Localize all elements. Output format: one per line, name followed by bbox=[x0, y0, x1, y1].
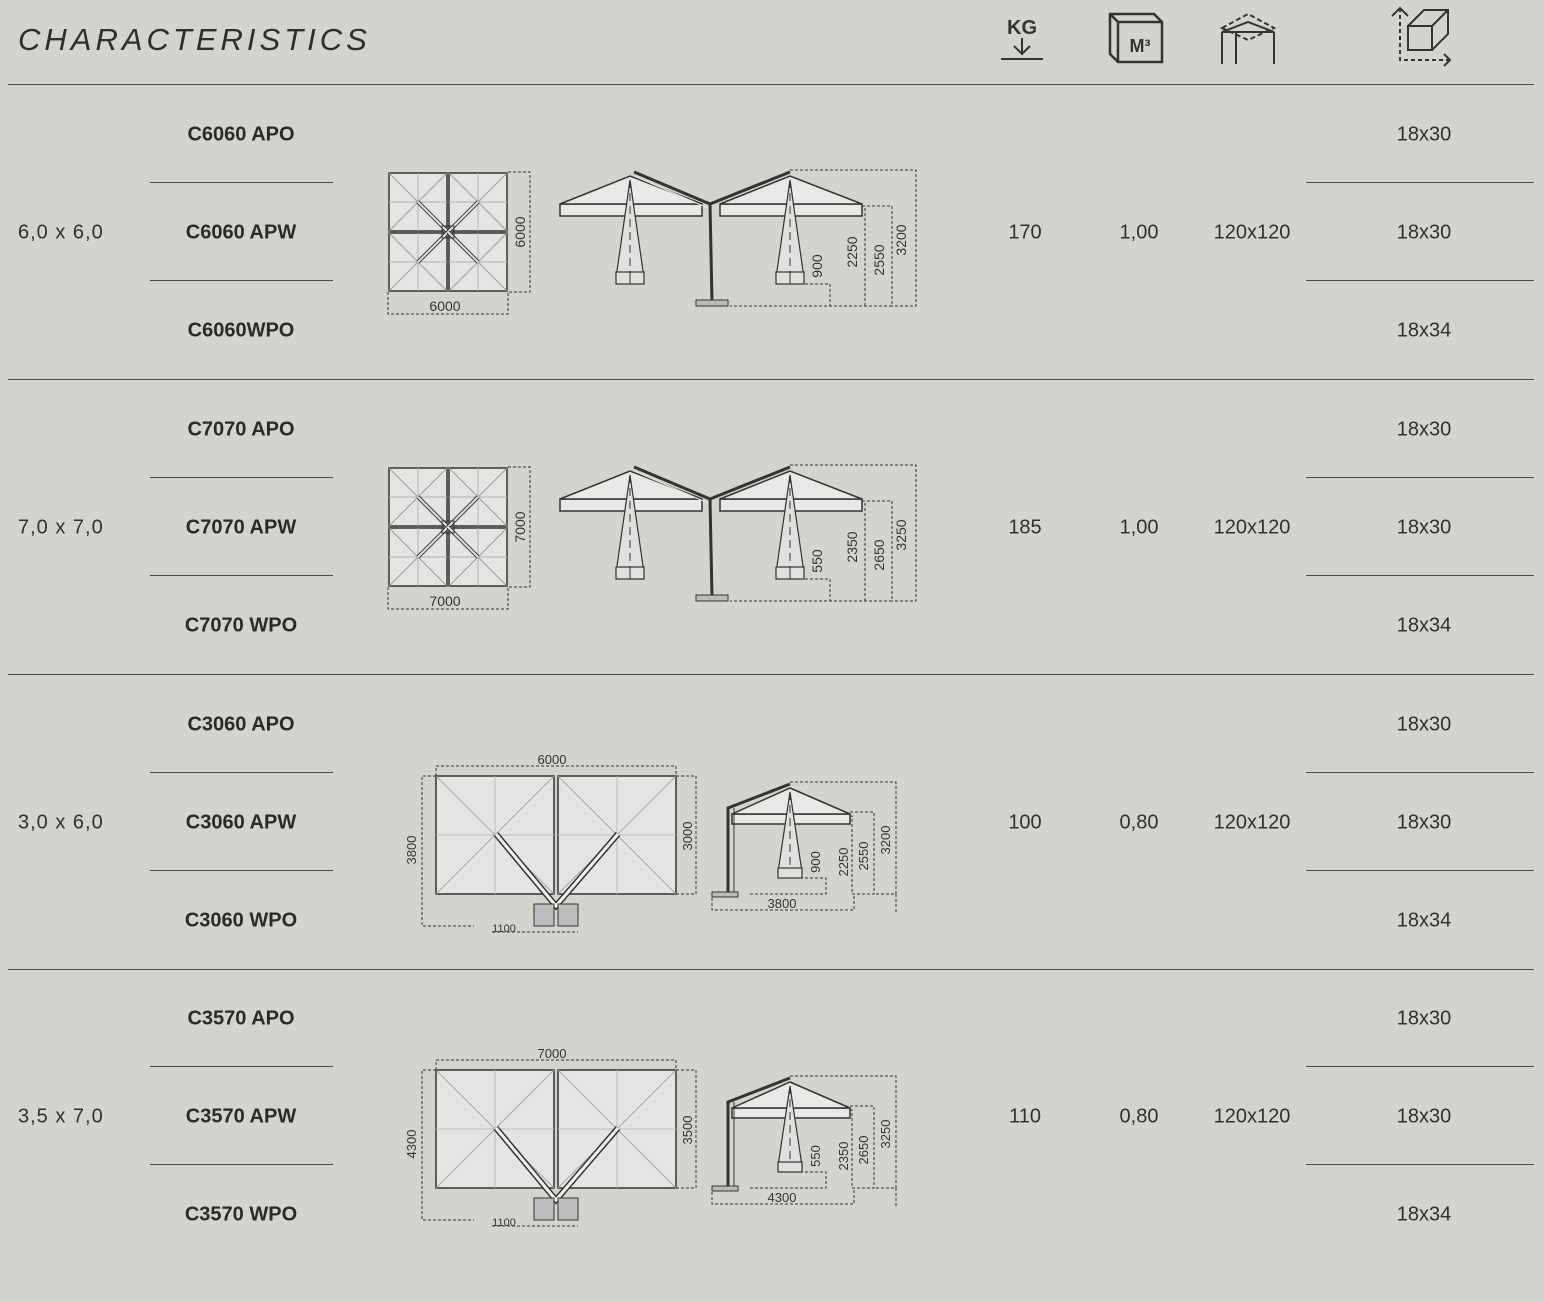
dim-label: 6000 bbox=[537, 752, 567, 767]
model-divider bbox=[150, 870, 333, 871]
model-code: C3570 WPO bbox=[184, 1203, 298, 1226]
umbrella-drawing bbox=[404, 1046, 980, 1302]
dim-label: 6000 bbox=[429, 298, 461, 314]
dim-label: 2350 bbox=[836, 1141, 851, 1171]
folded-size: 18x30 bbox=[1396, 811, 1452, 834]
model-divider bbox=[150, 772, 333, 773]
model-code: C7070 WPO bbox=[184, 614, 298, 637]
dim-label: 1100 bbox=[492, 923, 516, 935]
volume-value: 1,00 bbox=[1119, 221, 1159, 244]
package-dimensions-icon bbox=[1218, 10, 1280, 66]
folded-size: 18x34 bbox=[1396, 1203, 1452, 1226]
folded-divider bbox=[1306, 772, 1534, 773]
page-title: CHARACTERISTICS bbox=[18, 22, 371, 57]
package-value: 120x120 bbox=[1213, 516, 1291, 539]
volume-value: 1,00 bbox=[1119, 516, 1159, 539]
spec-row bbox=[0, 674, 1544, 969]
model-code: C6060 APO bbox=[187, 123, 295, 146]
dim-label: 2350 bbox=[844, 531, 860, 563]
plan-view bbox=[388, 172, 530, 314]
model-divider bbox=[150, 1066, 333, 1067]
folded-dimensions-icon bbox=[1386, 4, 1454, 70]
folded-divider bbox=[1306, 1066, 1534, 1067]
canopy-size: 7,0 x 7,0 bbox=[18, 516, 104, 539]
folded-size: 18x30 bbox=[1396, 123, 1452, 146]
dim-label: 6000 bbox=[512, 216, 528, 248]
dim-label: 2650 bbox=[856, 1135, 871, 1165]
dim-label: 2650 bbox=[871, 539, 887, 571]
folded-divider bbox=[1306, 1164, 1534, 1165]
folded-size: 18x30 bbox=[1396, 1105, 1452, 1128]
spec-row bbox=[0, 84, 1544, 379]
weight-value: 185 bbox=[1008, 516, 1042, 539]
folded-divider bbox=[1306, 182, 1534, 183]
dim-label: 3500 bbox=[680, 1115, 695, 1145]
model-code: C6060 APW bbox=[185, 221, 297, 244]
canopy-size: 6,0 x 6,0 bbox=[18, 221, 104, 244]
model-code: C3570 APW bbox=[185, 1105, 297, 1128]
dim-label: 4300 bbox=[767, 1190, 797, 1205]
dim-label: 3000 bbox=[680, 821, 695, 851]
dim-label: 900 bbox=[809, 254, 825, 278]
dim-label: 2250 bbox=[836, 847, 851, 877]
dim-label: 3250 bbox=[878, 1119, 893, 1149]
plan-view bbox=[404, 1046, 696, 1229]
model-code: C3060 WPO bbox=[184, 909, 298, 932]
folded-size: 18x30 bbox=[1396, 221, 1452, 244]
folded-size: 18x30 bbox=[1396, 1007, 1452, 1030]
dim-label: 2250 bbox=[844, 236, 860, 268]
weight-kg-icon bbox=[998, 12, 1046, 64]
package-value: 120x120 bbox=[1213, 811, 1291, 834]
folded-divider bbox=[1306, 575, 1534, 576]
m3-label: M³ bbox=[1129, 36, 1151, 56]
folded-divider bbox=[1306, 870, 1534, 871]
dim-label: 900 bbox=[808, 851, 823, 873]
package-value: 120x120 bbox=[1213, 221, 1291, 244]
volume-m3-icon bbox=[1106, 10, 1166, 66]
dim-label: 550 bbox=[808, 1145, 823, 1167]
model-divider bbox=[150, 477, 333, 478]
model-divider bbox=[150, 575, 333, 576]
model-code: C7070 APO bbox=[187, 418, 295, 441]
dim-label: 4300 bbox=[404, 1129, 419, 1159]
folded-size: 18x30 bbox=[1396, 418, 1452, 441]
folded-size: 18x34 bbox=[1396, 614, 1452, 637]
weight-value: 170 bbox=[1008, 221, 1042, 244]
model-code: C3060 APW bbox=[185, 811, 297, 834]
canopy-size: 3,5 x 7,0 bbox=[18, 1105, 104, 1128]
plan-view bbox=[388, 467, 530, 609]
folded-size: 18x30 bbox=[1396, 516, 1452, 539]
folded-size: 18x34 bbox=[1396, 909, 1452, 932]
model-code: C3060 APO bbox=[187, 713, 295, 736]
side-view bbox=[560, 465, 916, 601]
dim-label: 3800 bbox=[767, 896, 797, 911]
package-value: 120x120 bbox=[1213, 1105, 1291, 1128]
model-code: C7070 APW bbox=[185, 516, 297, 539]
model-divider bbox=[150, 182, 333, 183]
model-code: C3570 APO bbox=[187, 1007, 295, 1030]
volume-value: 0,80 bbox=[1119, 811, 1159, 834]
weight-value: 110 bbox=[1009, 1105, 1041, 1128]
dim-label: 3250 bbox=[893, 519, 909, 551]
side-view bbox=[712, 1076, 896, 1206]
spec-row bbox=[0, 968, 1544, 1263]
side-view bbox=[712, 782, 896, 912]
dim-label: 1100 bbox=[492, 1217, 516, 1229]
volume-value: 0,80 bbox=[1119, 1105, 1159, 1128]
dim-label: 3800 bbox=[404, 835, 419, 865]
dim-label: 7000 bbox=[429, 593, 461, 609]
dim-label: 550 bbox=[809, 549, 825, 573]
side-view bbox=[560, 170, 916, 306]
kg-label: KG bbox=[1007, 17, 1037, 39]
folded-divider bbox=[1306, 280, 1534, 281]
dim-label: 2550 bbox=[856, 841, 871, 871]
dim-label: 2550 bbox=[871, 244, 887, 276]
model-divider bbox=[150, 1164, 333, 1165]
weight-value: 100 bbox=[1008, 811, 1042, 834]
folded-size: 18x34 bbox=[1396, 319, 1452, 342]
dim-label: 7000 bbox=[537, 1046, 567, 1061]
plan-view bbox=[404, 752, 696, 935]
dim-label: 3200 bbox=[878, 825, 893, 855]
spec-row bbox=[0, 379, 1544, 674]
canopy-size: 3,0 x 6,0 bbox=[18, 811, 104, 834]
dim-label: 7000 bbox=[512, 511, 528, 543]
folded-divider bbox=[1306, 477, 1534, 478]
folded-size: 18x30 bbox=[1396, 713, 1452, 736]
dim-label: 3200 bbox=[893, 224, 909, 256]
model-code: C6060WPO bbox=[187, 319, 295, 342]
model-divider bbox=[150, 280, 333, 281]
